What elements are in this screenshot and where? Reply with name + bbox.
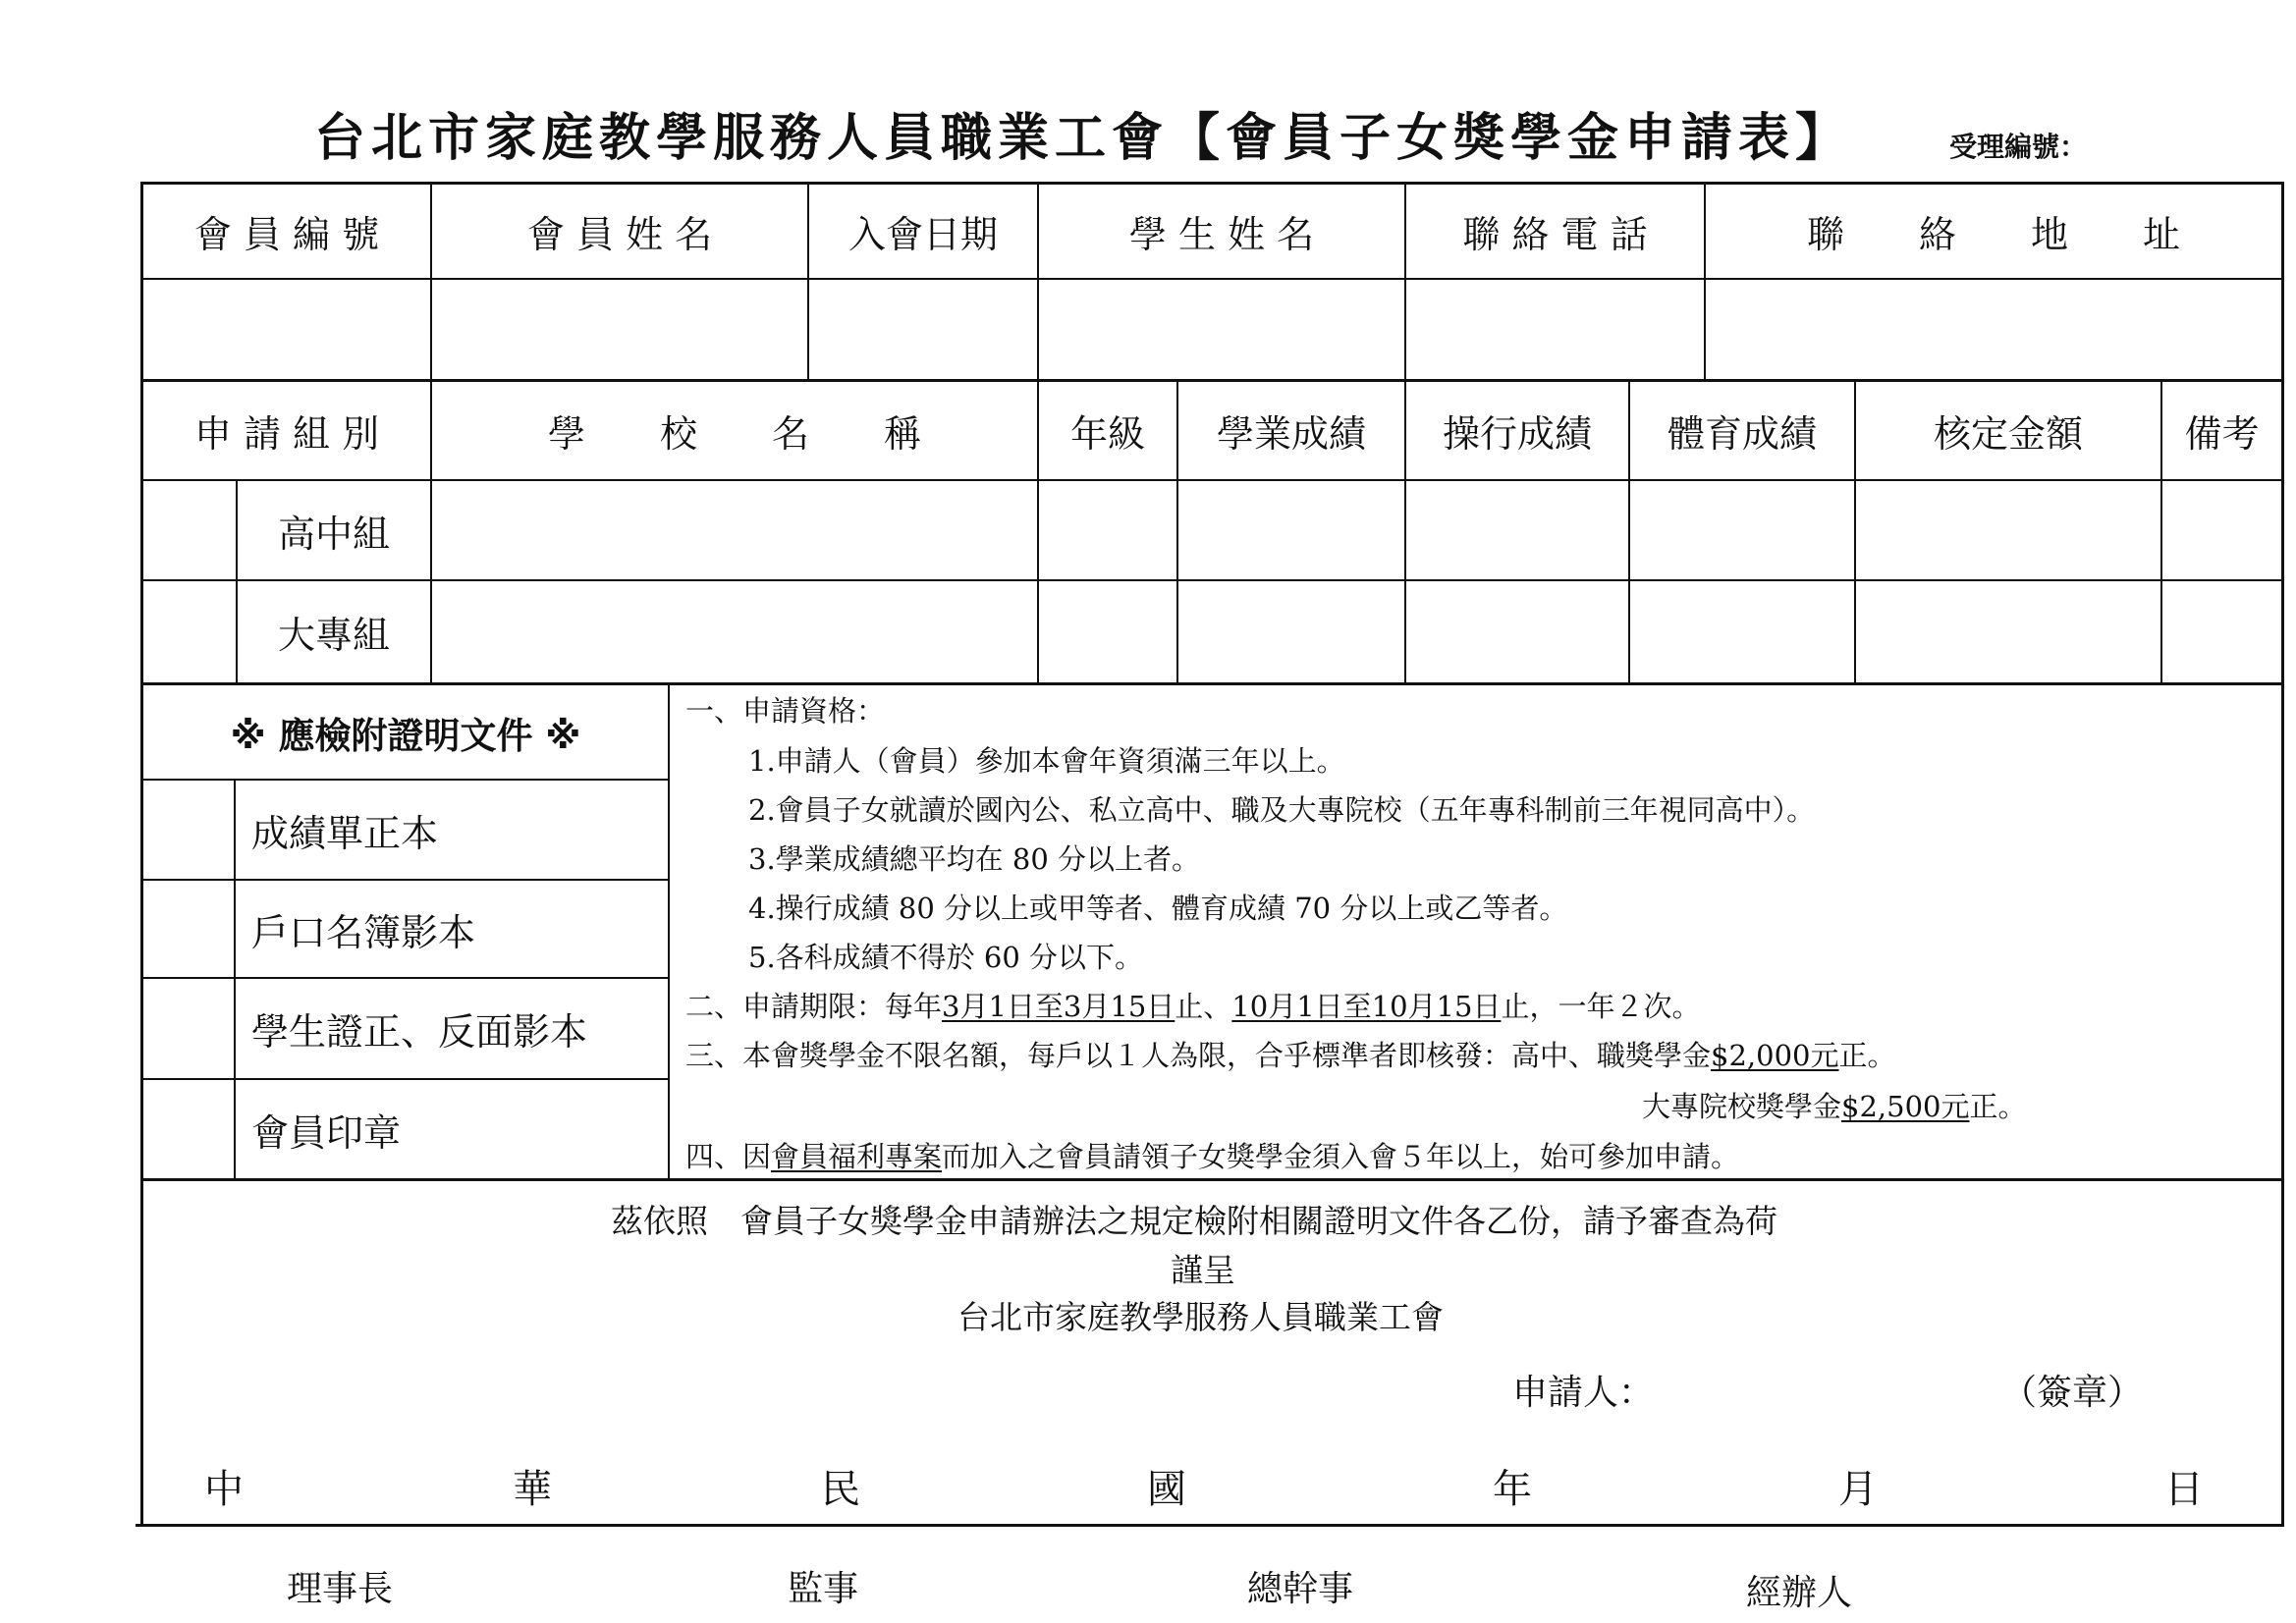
date-char-zhong: 中 (204, 1467, 244, 1512)
header-address: 聯 絡 地 址 (1806, 213, 2180, 256)
declaration-union: 台北市家庭教學服務人員職業工會 (957, 1298, 1444, 1336)
join-date-input[interactable] (809, 280, 1037, 379)
rule-3-suffix-1: 正。 (1838, 1039, 1896, 1072)
rule-3-amount-high: $2,000元 (1711, 1039, 1839, 1072)
rule-4 (685, 1135, 1739, 1175)
header-group: 申 請 組 別 (193, 412, 380, 456)
rule-1-item: 4.操行成績 80 分以上或甲等者、體育成績 70 分以上或乙等者。 (748, 892, 1568, 925)
rule-4-welfare-project: 會員福利專案 (771, 1140, 943, 1173)
sign-secretary-general: 總幹事 (1247, 1569, 1354, 1609)
sign-handler: 經辦人 (1746, 1573, 1853, 1613)
rule-2-period-1: 3月1日至3月15日 (942, 990, 1175, 1023)
header-approved-amount: 核定金額 (1933, 412, 2083, 456)
header-join-date: 入會日期 (847, 213, 998, 256)
rule-2-mid: 止、 (1175, 990, 1232, 1023)
group-college: 大專組 (277, 614, 390, 657)
phone-input[interactable] (1406, 280, 1704, 379)
rule-1-title: 一、申請資格： (685, 694, 886, 728)
header-conduct-score: 操行成績 (1442, 412, 1592, 456)
date-char-min: 民 (821, 1467, 860, 1512)
rule-1-item: 3.學業成績總平均在 80 分以上者。 (748, 842, 1201, 876)
date-month-label: 月 (1838, 1467, 1878, 1512)
date-year-label: 年 (1493, 1467, 1532, 1512)
header-student-name: 學 生 姓 名 (1128, 213, 1315, 256)
doc-student-id: 學生證正、反面影本 (251, 1010, 588, 1054)
high-school-checkbox[interactable] (143, 481, 236, 579)
header-member-name: 會 員 姓 名 (526, 213, 713, 256)
seal-label: （簽章） (2001, 1373, 2144, 1413)
high-school-row-inputs[interactable] (432, 481, 2281, 579)
address-input[interactable] (1706, 280, 2281, 379)
rule-3-suffix-2: 正。 (1969, 1090, 2027, 1123)
rule-3 (685, 1034, 1896, 1074)
header-academic-score: 學業成績 (1216, 412, 1366, 456)
rule-1-item: 1.申請人（會員）參加本會年資須滿三年以上。 (748, 744, 1345, 778)
header-member-no: 會 員 編 號 (193, 213, 380, 256)
member-no-input[interactable] (143, 280, 430, 379)
doc-member-seal: 會員印章 (251, 1110, 402, 1155)
header-remarks: 備考 (2184, 412, 2260, 456)
declaration-respectfully: 謹呈 (1171, 1251, 1235, 1289)
form-title: 台北市家庭教學服務人員職業工會【會員子女獎學金申請表】 (314, 109, 1853, 168)
accept-number-label: 受理編號： (1949, 131, 2088, 163)
rule-3-amount-college: $2,500元 (1841, 1090, 1970, 1123)
sign-chairman: 理事長 (287, 1569, 394, 1609)
applicant-label: 申請人： (1512, 1373, 1655, 1413)
date-char-guo: 國 (1147, 1467, 1186, 1512)
rule-3-college-prefix: 大專院校獎學金 (1642, 1090, 1842, 1123)
college-checkbox[interactable] (143, 581, 236, 682)
doc-checkbox-seal[interactable] (143, 1080, 234, 1178)
doc-household-register: 戶口名簿影本 (251, 910, 476, 954)
rule-4-prefix: 四、因 (685, 1140, 772, 1173)
rule-2 (685, 985, 1700, 1025)
rule-1-item: 5.各科成績不得於 60 分以下。 (748, 941, 1144, 974)
documents-title: ※ 應檢附證明文件 ※ (230, 714, 581, 757)
rule-1-item: 2.會員子女就讀於國內公、私立高中、職及大專院校（五年專科制前三年視同高中）。 (748, 793, 1816, 827)
doc-checkbox-transcript[interactable] (143, 781, 234, 879)
rule-2-suffix: 止，一年２次。 (1501, 990, 1701, 1023)
rule-2-period-2: 10月1日至10月15日 (1231, 990, 1502, 1023)
doc-transcript: 成績單正本 (251, 811, 439, 855)
doc-checkbox-student-id[interactable] (143, 979, 234, 1078)
header-school-name: 學 校 名 稱 (547, 412, 921, 456)
date-char-hua: 華 (513, 1467, 552, 1512)
rule-2-prefix: 二、申請期限：每年 (685, 990, 943, 1023)
declaration-text: 茲依照 會員子女獎學金申請辦法之規定檢附相關證明文件各乙份，請予審查為荷 (611, 1202, 1777, 1240)
header-pe-score: 體育成績 (1667, 412, 1817, 456)
member-name-input[interactable] (432, 280, 807, 379)
rule-3-prefix: 三、本會獎學金不限名額，每戶以１人為限，合乎標準者即核發：高中、職獎學金 (685, 1039, 1712, 1072)
header-grade: 年級 (1069, 412, 1145, 456)
date-day-label: 日 (2164, 1467, 2204, 1512)
doc-checkbox-household[interactable] (143, 881, 234, 977)
college-row-inputs[interactable] (432, 581, 2281, 682)
rule-4-suffix: 而加入之會員請領子女獎學金須入會５年以上，始可參加申請。 (942, 1140, 1740, 1173)
applicant-signature-field[interactable] (1669, 1360, 1994, 1409)
sign-supervisor: 監事 (788, 1569, 859, 1609)
student-name-input[interactable] (1039, 280, 1404, 379)
rule-3-line-2 (1642, 1085, 2027, 1125)
header-phone: 聯 絡 電 話 (1462, 213, 1648, 256)
group-high-school: 高中組 (277, 512, 390, 556)
